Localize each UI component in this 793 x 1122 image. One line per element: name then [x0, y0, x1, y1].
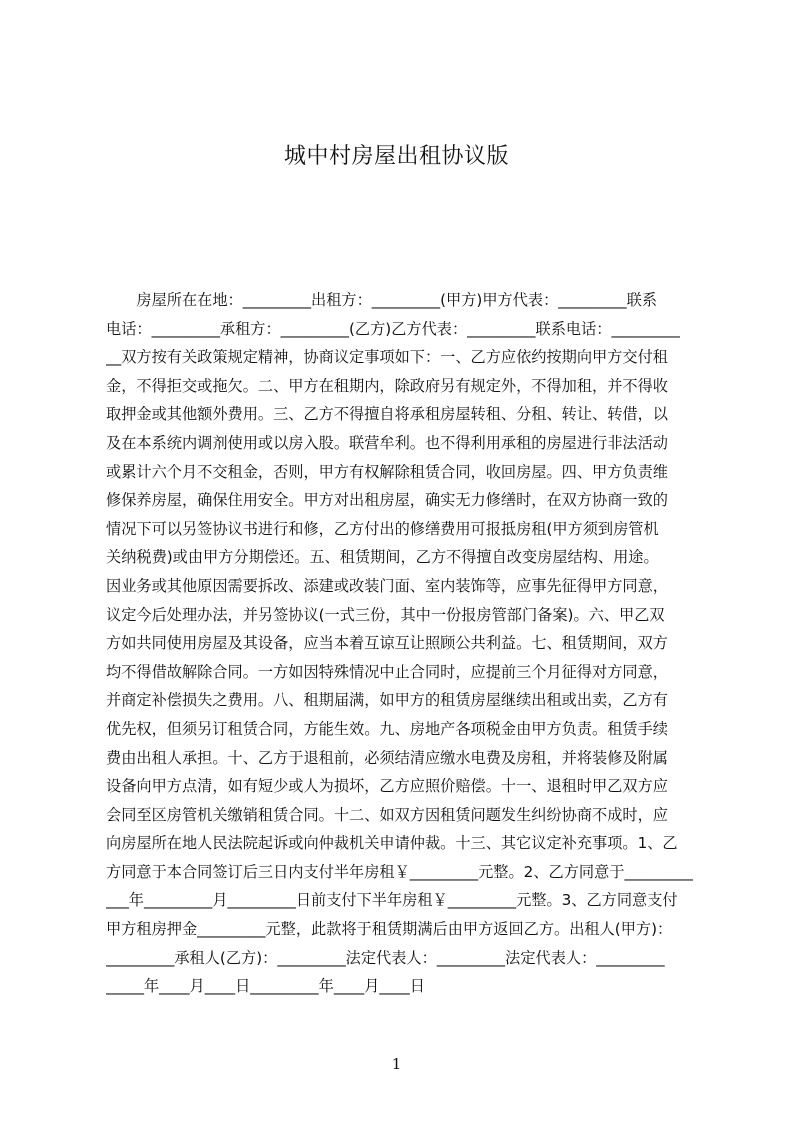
body-line-20: 向房屋所在地人民法院起诉或向仲裁机关申请仲裁。十三、其它议定补充事项。1、乙	[106, 834, 678, 853]
body-line-13: 方如共同使用房屋及其设备，应当本着互谅互让照顾公共利益。七、租赁期间，双方	[106, 634, 668, 653]
body-line-9: 情况下可以另签协议书进行和修，乙方付出的修缮费用可报抵房租(甲方须到房管机	[106, 519, 659, 538]
body-line-14: 均不得借故解除合同。一方如因特殊情况中止合同时，应提前三个月征得对方同意，	[106, 662, 668, 681]
body-line-7: 或累计六个月不交租金，否则，甲方有权解除租赁合同，收回房屋。四、甲方负责维	[106, 462, 668, 481]
body-line-6: 及在本系统内调剂使用或以房入股。联营牟利。也不得利用承租的房屋进行非法活动	[106, 433, 668, 452]
body-line-17: 费由出租人承担。十、乙方于退租前，必须结清应缴水电费及房租，并将装修及附属	[106, 748, 668, 767]
body-line-18: 设备向甲方点清，如有短少或人为损坏，乙方应照价赔偿。十一、退租时甲乙双方应	[106, 777, 668, 796]
agreement-body	[106, 286, 696, 1001]
body-line-15: 并商定补偿损失之费用。八、租期届满，如甲方的租赁房屋继续出租或出卖，乙方有	[106, 691, 668, 710]
body-line-24: _________承租人(乙方)：_________法定代表人：_________法定代表人：_________	[106, 948, 665, 967]
body-line-8: 修保养房屋，确保住用安全。甲方对出租房屋，确实无力修缮时，在双方协商一致的	[106, 491, 668, 510]
body-line-4: 金，不得拒交或拖欠。二、甲方在租期内，除政府另有规定外，不得加租，并不得收	[106, 376, 668, 395]
body-line-19: 会同至区房管机关缴销租赁合同。十二、如双方因租赁问题发生纠纷协商不成时，应	[106, 805, 668, 824]
body-line-12: 议定今后处理办法，并另签协议(一式三份，其中一份报房管部门备案)。六、甲乙双	[106, 605, 665, 624]
body-line-3: __双方按有关政策规定精神，协商议定事项如下：一、乙方应依约按期向甲方交付租	[106, 348, 668, 367]
body-line-1: 房屋所在在地：_________出租方：_________(甲方)甲方代表：_________联系	[106, 291, 658, 309]
body-line-11: 因业务或其他原因需要拆改、添建或改装门面、室内装饰等，应事先征得甲方同意，	[106, 576, 668, 595]
page-number: 1	[391, 1055, 402, 1073]
body-line-5: 取押金或其他额外费用。三、乙方不得擅自将承租房屋转租、分租、转让、转借，以	[106, 405, 668, 424]
body-line-2: 电话：_________承租方：_________(乙方)乙方代表：_________联系电话：_________	[106, 319, 680, 338]
body-line-21: 方同意于本合同签订后三日内支付半年房租￥_________元整。2、乙方同意于_________	[106, 862, 693, 881]
body-line-16: 优先权，但须另订租赁合同，方能生效。九、房地产各项税金由甲方负责。租赁手续	[106, 719, 668, 738]
body-line-25: _____年____月____日_________年____月____日	[106, 977, 425, 996]
body-line-10: 关纳税费)或由甲方分期偿还。五、租赁期间，乙方不得擅自改变房屋结构、用途。	[106, 548, 659, 567]
body-line-23: 甲方租房押金_________元整，此款将于租赁期满后由甲方返回乙方。出租人(甲方)：	[106, 920, 673, 939]
document-title: 城中村房屋出租协议版	[283, 144, 509, 169]
body-line-22: ___年_________月_________日前支付下半年房租￥_________元整。3、乙方同意支付	[106, 891, 678, 910]
